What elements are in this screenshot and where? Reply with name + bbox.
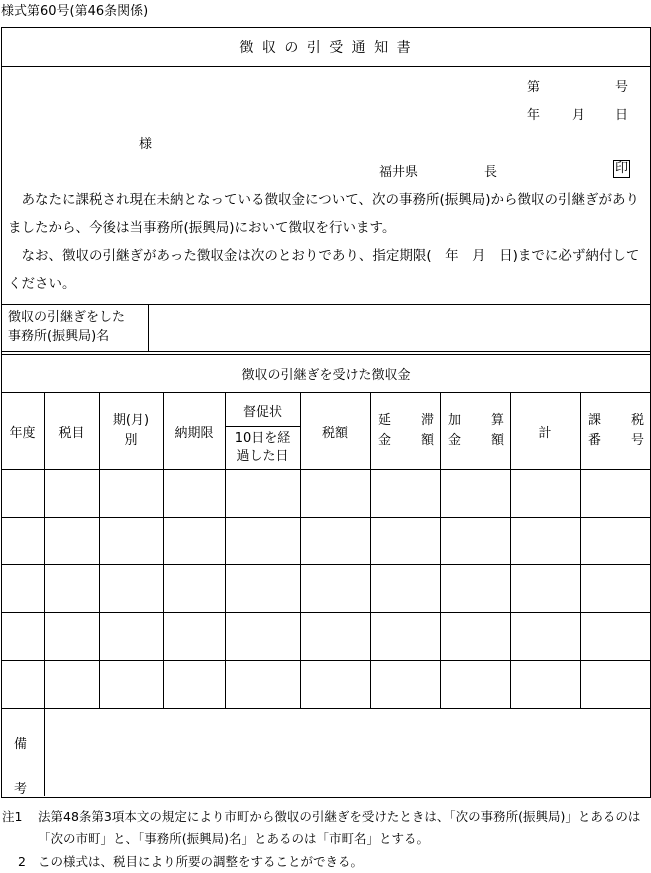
date-year-label: 年: [527, 108, 541, 123]
sender-title: 長: [484, 165, 498, 180]
tokusoku-divider: [225, 426, 300, 427]
header-entai-2: 滞: [420, 413, 434, 428]
header-entai: [378, 411, 434, 451]
number-prefix: 第: [527, 80, 541, 95]
note2-marker: 2: [18, 854, 26, 869]
header-kibetsu-line1: 期(月): [112, 413, 150, 428]
remarks-label: [14, 722, 27, 812]
seal-mark: 印: [615, 161, 629, 176]
sender-prefecture: 福井県: [379, 165, 419, 180]
transfer-office-label: [8, 308, 125, 346]
remarks-label-2: 考: [14, 782, 28, 797]
office-row-bottom-1: [1, 351, 651, 352]
header-kasan-4: 額: [490, 433, 504, 448]
header-entai-1: 延: [378, 413, 392, 428]
col-line-1: [44, 392, 45, 796]
date-month-label: 月: [572, 108, 586, 123]
header-tokusoku: 督促状: [242, 405, 282, 420]
row-line-5: [1, 708, 651, 709]
header-tokusoku-sub-line1: 10日を経: [234, 431, 291, 446]
office-row-top: [1, 304, 651, 305]
col-line-7: [440, 392, 441, 708]
col-line-9: [580, 392, 581, 708]
addressee-honorific: 様: [139, 137, 153, 152]
header-kasan-3: 金: [448, 433, 462, 448]
transfer-office-label-line2: 事務所(振興局)名: [8, 329, 110, 344]
header-kei: 計: [538, 426, 552, 441]
note1-text: [38, 806, 646, 850]
header-kibetsu: [99, 411, 163, 451]
remarks-label-1: 備: [14, 737, 28, 752]
body-paragraph-1: あなたに課税され現在未納となっている徴収金について、次の事務所(振興局)から徴収の引継ぎがありましたから、今後は当事務所(振興局)において徴収を行います。: [8, 192, 639, 236]
transfer-office-label-line1: 徴収の引継ぎをした: [8, 310, 126, 325]
title-divider: [1, 66, 651, 67]
header-kibetsu-line2: 別: [124, 433, 138, 448]
header-tokusoku-sub: [225, 430, 300, 466]
header-tokusoku-sub-line2: 過した日: [236, 449, 289, 464]
header-kasan-2: 算: [490, 413, 504, 428]
header-bango: [588, 411, 644, 451]
body-paragraph-2: なお、徴収の引継ぎがあった徴収金は次のとおりであり、指定期限( 年 月 日)までに必ず納付してください。: [8, 248, 640, 292]
header-kasan: [448, 411, 504, 451]
note1-body: 法第48条第3項本文の規定により市町から徴収の引継ぎを受けたときは、「次の事務所(振興局)」とあるのは「次の市町」と、「事務所(振興局)名」とあるのは「市町名」とする。: [38, 809, 641, 846]
header-kasan-1: 加: [448, 413, 462, 428]
header-nendo: 年度: [9, 426, 36, 441]
header-zeigaku: 税額: [321, 426, 348, 441]
date-day-label: 日: [615, 108, 629, 123]
header-bango-4: 号: [630, 433, 644, 448]
header-bango-2: 税: [630, 413, 644, 428]
col-line-6: [370, 392, 371, 708]
header-zeimoku: 税目: [58, 426, 85, 441]
header-entai-3: 金: [378, 433, 392, 448]
form-number: 様式第60号(第46条関係): [1, 4, 149, 19]
office-row-divider: [148, 304, 149, 352]
page-title: 徴 収 の 引 受 通 知 書: [239, 40, 413, 56]
number-suffix: 号: [615, 80, 629, 95]
header-entai-4: 額: [420, 433, 434, 448]
header-nouki: 納期限: [174, 426, 214, 441]
header-bango-1: 課: [588, 413, 602, 428]
header-bango-3: 番: [588, 433, 602, 448]
note1-marker: 注1: [2, 809, 23, 824]
table-caption: 徴収の引継ぎを受けた徴収金: [241, 368, 411, 383]
note2-text: この様式は、税目により所要の調整をすることができる。: [38, 854, 364, 869]
office-row-bottom-2: [1, 354, 651, 355]
